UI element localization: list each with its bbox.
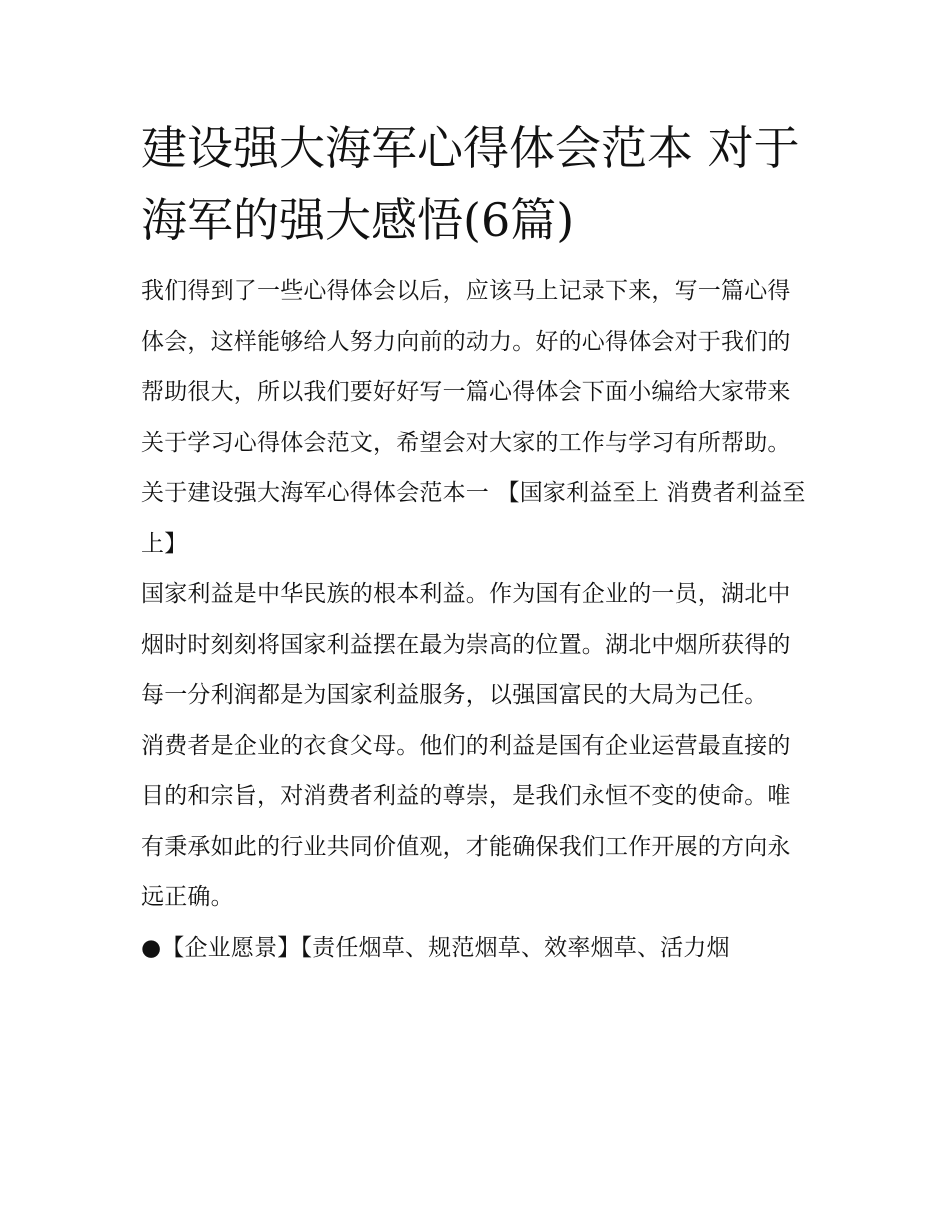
paragraph-national-interest: 国家利益是中华民族的根本利益。作为国有企业的一员，湖北中烟时时刻刻将国家利益摆在最为崇高的位置。湖北中烟所获得的每一分利润都是为国家利益服务，以强国富民的大局为己任。	[141, 581, 791, 708]
document-body	[141, 112, 813, 973]
paragraph-consumer-interest: 消费者是企业的衣食父母。他们的利益是国有企业运营最直接的目的和宗旨，对消费者利益的尊崇，是我们永恒不变的使命。唯有秉承如此的行业共同价值观，才能确保我们工作开展的方向永远正确。	[141, 732, 791, 910]
paragraph-enterprise-vision: ●【企业愿景】【责任烟草、规范烟草、效率烟草、活力烟	[141, 934, 730, 961]
paragraph-section-heading: 关于建设强大海军心得体会范本一 【国家利益至上 消费者利益至上】	[141, 480, 806, 557]
document-title: 建设强大海军心得体会范本 对于海军的强大感悟(6篇)	[141, 121, 800, 247]
paragraph-intro: 我们得到了一些心得体会以后，应该马上记录下来，写一篇心得体会，这样能够给人努力向前的动力。好的心得体会对于我们的帮助很大，所以我们要好好写一篇心得体会下面小编给大家带来关于学习心得体会范文，希望会对大家的工作与学习有所帮助。	[141, 278, 791, 456]
